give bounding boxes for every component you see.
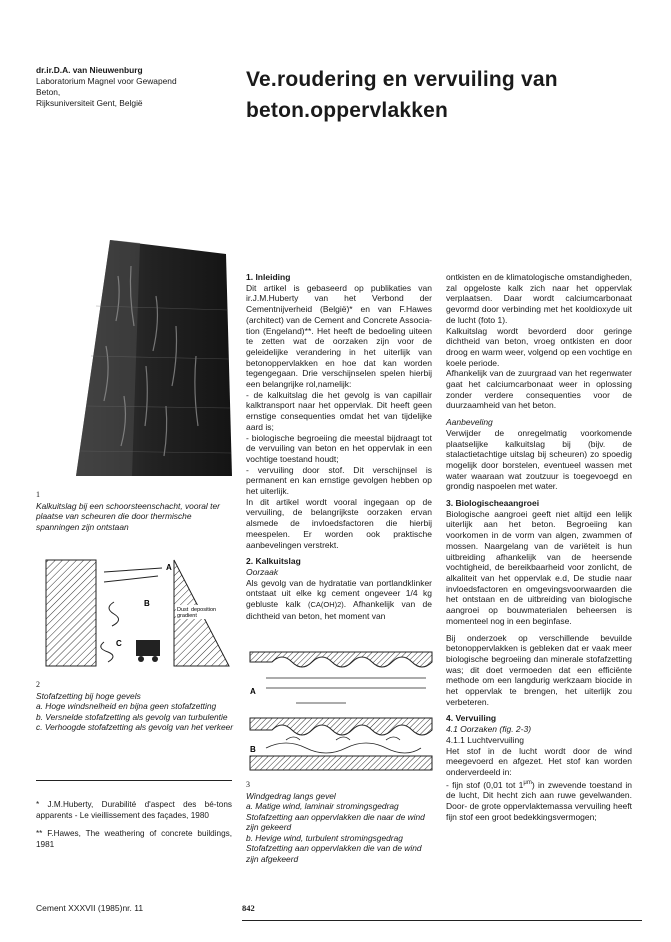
fig3-caption-b2: Stofafzetting aan oppervlakken die van de wind zijn afgekeerd [246, 843, 422, 864]
section-2-subheading: Oorzaak [246, 566, 279, 577]
recommendation-heading: Aanbeveling [446, 417, 493, 428]
micrometer-unit: μm [523, 779, 532, 786]
fig2-caption-block [36, 680, 246, 733]
fig1-caption-block [36, 490, 236, 532]
truck-icon [136, 640, 160, 656]
footnote-divider [36, 780, 232, 781]
col1-paragraph-1: Dit artikel is gebaseerd op publikaties van ir.J.M.Huberty van het Verbond der Cementnijverheid (België)* en van F.Hawes (architect) van de Cement and Concrete Associa-tion (Engeland)**. Het heeft de bedoeling uiteen te zetten wat de oorzaken zijn voor de geleidelijke verandering in het uiterlijk van betonoppervlakken en hoe dat kan worden tegengegaan. Drie verschijnselen spelen hierbij een belangrijke rol,namelijk: [246, 282, 432, 390]
fig1-number: 1 [36, 490, 40, 499]
fig3-label-b: B [250, 745, 256, 754]
author-name: dr.ir.D.A. van Nieuwenburg [36, 65, 143, 75]
fig2-number: 2 [36, 680, 40, 689]
fig3-title: Windgedrag langs gevel [246, 790, 336, 801]
fig3-diagram [246, 648, 436, 774]
building-shape [46, 560, 96, 666]
fig2-label-c: C [116, 639, 122, 648]
gradient-label-1: Dust [177, 607, 189, 613]
col1-paragraph-5: In dit artikel wordt vooral ingegaan op de vervuiling, de belangrijkste oorzaken ervan alsmede de invloedsfactoren die hierbij meespelen. Er worden ook praktische aanbevelingen verstrekt. [246, 496, 432, 550]
section-4-1-heading: 4.1 Oorzaken (fig. 2-3) [446, 724, 532, 735]
col1-paragraph-6a: Als gevolg van de hydratatie van portlandklinker ontstaat uit elke kg cement ongeveer 1/4 kg gebluste kalk [246, 577, 432, 610]
fig1-caption: Kalkuitslag bij een schoorsteenschacht, vooral ter plaatse van scheuren die door thermische spanningen zijn ontstaan [36, 500, 220, 532]
gradient-label-2: deposition [191, 607, 217, 613]
column-1 [246, 272, 432, 622]
col2-paragraph-1: ontkisten en de klimatologische omstandigheden, zal opgeloste kalk zich naar het oppervlak verplaatsen. Daar wordt calciumcarbonaat gevormd door verbinding met het kooldioxyde uit de lucht (foto 1). [446, 272, 632, 325]
fig3-base-b [250, 756, 432, 770]
col2-paragraph-5: Biologische aangroei geeft niet altijd een lelijk uiterlijk aan het beton. Begroeiing kan voorkomen in de vorm van algen, zwammen of mossen. Naargelang van de variëteit is hun uitbreiding afhankelijk van de heersende vochtigheid, de bereikbaarheid voor zonlicht, de alkaliteit van het oppervlak e.d, De studie naar invloedsfactoren en omgevingsvoorwaarden die het ontstaan en de uitbreiding van biologische aangroei op bouwmaterialen beheersen is momenteel nog in een beginfase. [446, 508, 632, 626]
chimney-photo [36, 236, 232, 476]
author-affiliation-2: Beton, [36, 87, 61, 97]
col2-paragraph-3: Afhankelijk van de zuurgraad van het regenwater gaat het calciumcarbonaat weer in oplossing zonder verdere consequenties voor de duurzaamheid van het beton. [446, 368, 632, 411]
column-2 [446, 272, 632, 822]
section-3-heading: 3. Biologischeaangroei [446, 498, 540, 509]
fig3-caption-a2: Stofafzetting aan oppervlakken die naar de wind zijn gekeerd [246, 811, 425, 832]
section-4-1-1-heading: 4.1.1 Luchtvervuiling [446, 734, 524, 745]
author-block [36, 65, 236, 109]
col2-paragraph-8a: - fijn stof (0,01 tot 1 [446, 779, 524, 790]
fig3-caption-block [246, 780, 436, 864]
fig2-caption-c: c. Verhoogde stofafzetting als gevolg van het verkeer [36, 722, 234, 732]
fig3-label-a: A [250, 687, 256, 696]
title-line-1: Ve.roudering en vervuiling van [246, 68, 558, 91]
footer-rule [242, 920, 642, 921]
fig3-number: 3 [246, 780, 250, 789]
col2-paragraph-6: Bij onderzoek op verschillende bevuilde betonoppervlakken is gebleken dat er vaak meer biologische begroeiing dan minerale stofafzetting was; dit doet vermoeden dat een efficiënte methode om een langdurig werkzaam biocide in het oppervlak te brengen, het uiterlijk zou verbeteren. [446, 632, 632, 707]
col1-paragraph-6b: . Afhankelijk van de dichtheid van beton, het moment van [246, 599, 432, 621]
title-line-2: beton.oppervlakken [246, 99, 448, 122]
section-1-heading: 1. Inleiding [246, 272, 291, 282]
fig2-label-a: A [166, 563, 172, 572]
footnotes [36, 800, 232, 850]
col2-paragraph-2: Kalkuitslag wordt bevorderd door geringe dichtheid van beton, vroeg ontkisten en door droog en warm weer, volgend op een vochtige en koele periode. [446, 325, 632, 368]
col2-paragraph-7: Het stof in de lucht wordt door de wind meegevoerd en afgezet. Het stof kan worden onderverdeeld in: [446, 745, 632, 777]
fig2-diagram [44, 550, 236, 668]
fig2-label-b: B [144, 599, 150, 608]
page-number: 842 [242, 903, 255, 913]
chemical-formula: (CA(OH)2) [307, 600, 344, 610]
fig2-caption-b: b. Versnelde stofafzetting als gevolg van turbulentie [36, 711, 228, 722]
col1-paragraph-2: - de kalkuitslag die het gevolg is van capillair kalktransport naar het oppervlak. Dit heeft geen ernstige consequenties omdat het van tijdelijke aard is; [246, 389, 432, 432]
footnote-1: * J.M.Huberty, Durabilité d'aspect des bé-tons apparents - Le vieillissement des façades, 1980 [36, 800, 232, 820]
author-affiliation-3: Rijksuniversiteit Gent, België [36, 98, 143, 108]
fig2-caption-a: a. Hoge windsnelheid en bijna geen stofafzetting [36, 701, 217, 711]
fig2-title: Stofafzetting bij hoge gevels [36, 690, 141, 701]
journal-footer: Cement XXXVII (1985)nr. 11 [36, 903, 144, 913]
author-affiliation-1: Laboratorium Magnel voor Gewapend [36, 76, 177, 86]
section-4-heading: 4. Vervuiling [446, 713, 497, 724]
col2-paragraph-4: Verwijder de onregelmatig voorkomende plaatselijke kalkuitslag bij (bijv. de stalactietachtige uitslag bij scheuren) zo spoedig mogelijk door borstelen, eventueel wassen met water waaraan wat zoutzuur is toegevoegd en grondig naspoelen met water. [446, 427, 632, 492]
footnote-2: ** F.Hawes, The weathering of concrete buildings, 1981 [36, 829, 232, 849]
section-2-heading: 2. Kalkuitslag [246, 556, 301, 567]
fig3-caption-a1: a. Matige wind, laminair stromingsgedrag [246, 801, 399, 811]
article-title [246, 64, 646, 126]
fig3-caption-b1: b. Hevige wind, turbulent stromingsgedrag [246, 832, 403, 843]
col1-paragraph-3: - biologische begroeiing die meestal bijdraagt tot de vervuiling van beton en het oppervlak in een vochtige toestand houdt; [246, 432, 432, 464]
gradient-label-3: gradient [177, 613, 197, 619]
col2-paragraph-8b: ) in zwevende toestand in de lucht, Dit hecht zich aan ruwe gevelwanden. Door- de grote oppervlaktemassa vervuiling heeft fijn stof een groot bedekkingsvermogen; [446, 779, 632, 822]
col1-paragraph-4: - vervuiling door stof. Dit verschijnsel is permanent en kan ernstige gevolgen hebben op het uiterlijk. [246, 464, 432, 497]
